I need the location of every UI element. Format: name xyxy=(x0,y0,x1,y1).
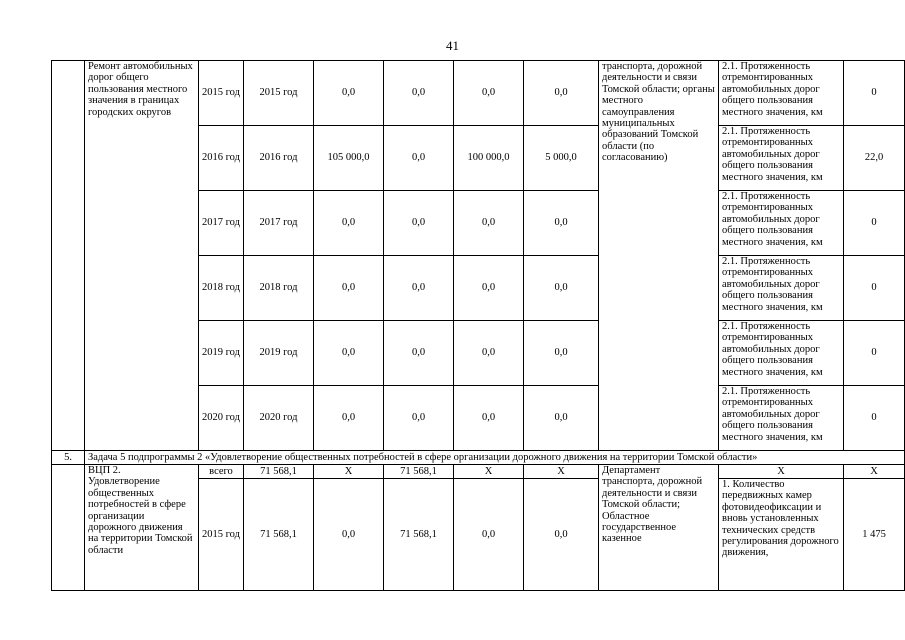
indicator-cell: 2.1. Протяженность отремонтированных автомобильных дорог общего пользования местного значения, км xyxy=(719,191,844,256)
period-cell: 2018 год xyxy=(244,256,314,321)
block2-reg: 71 568,1 xyxy=(384,479,454,591)
regional-cell: 100 000,0 xyxy=(454,126,524,191)
block2-total-row xyxy=(52,465,905,479)
block2-total-extra: Х xyxy=(524,465,599,479)
federal-cell: 0,0 xyxy=(384,126,454,191)
block1-executor: транспорта, дорожной деятельности и связи Томской области; органы местного самоуправления муниципальных образований Томской области (по согласованию) xyxy=(599,61,719,451)
year-cell: 2017 год xyxy=(199,191,244,256)
year-cell: 2015 год xyxy=(199,61,244,126)
block2-fed: 0,0 xyxy=(314,479,384,591)
block2-total-loc: Х xyxy=(454,465,524,479)
local-cell: 5 000,0 xyxy=(524,126,599,191)
block2-sum: 71 568,1 xyxy=(244,479,314,591)
block2-value: 1 475 xyxy=(844,479,905,591)
block1-row xyxy=(52,61,905,126)
value-cell: 0 xyxy=(844,321,905,386)
page-number: 41 xyxy=(446,38,459,53)
block2-name: ВЦП 2. Удовлетворение общественных потребностей в сфере организации дорожного движения на территории Томской области xyxy=(85,465,199,591)
block1-number-cell xyxy=(52,61,85,451)
task5-text: Задача 5 подпрограммы 2 «Удовлетворение общественных потребностей в сфере организации дорожного движения на территории Томской области» xyxy=(85,451,905,465)
total-cell: 0,0 xyxy=(314,386,384,451)
indicator-cell: 2.1. Протяженность отремонтированных автомобильных дорог общего пользования местного значения, км xyxy=(719,126,844,191)
value-cell: 0 xyxy=(844,386,905,451)
total-cell: 105 000,0 xyxy=(314,126,384,191)
local-cell: 0,0 xyxy=(524,386,599,451)
year-cell: 2020 год xyxy=(199,386,244,451)
local-cell: 0,0 xyxy=(524,321,599,386)
federal-cell: 0,0 xyxy=(384,321,454,386)
block2-total-reg: 71 568,1 xyxy=(384,465,454,479)
block2-executor: Департамент транспорта, дорожной деятельности и связи Томской области; Областное государственное казенное xyxy=(599,465,719,591)
total-cell: 0,0 xyxy=(314,61,384,126)
block2-extra: 0,0 xyxy=(524,479,599,591)
block2-total-indicator: Х xyxy=(719,465,844,479)
indicator-cell: 2.1. Протяженность отремонтированных автомобильных дорог общего пользования местного значения, км xyxy=(719,61,844,126)
value-cell: 0 xyxy=(844,61,905,126)
block2-total-fed: Х xyxy=(314,465,384,479)
federal-cell: 0,0 xyxy=(384,386,454,451)
value-cell: 0 xyxy=(844,256,905,321)
federal-cell: 0,0 xyxy=(384,61,454,126)
local-cell: 0,0 xyxy=(524,256,599,321)
block2-year: 2015 год xyxy=(199,479,244,591)
regional-cell: 0,0 xyxy=(454,191,524,256)
block2-total-value: Х xyxy=(844,465,905,479)
indicator-cell: 2.1. Протяженность отремонтированных автомобильных дорог общего пользования местного значения, км xyxy=(719,386,844,451)
indicator-cell: 2.1. Протяженность отремонтированных автомобильных дорог общего пользования местного значения, км xyxy=(719,321,844,386)
local-cell: 0,0 xyxy=(524,61,599,126)
period-cell: 2017 год xyxy=(244,191,314,256)
regional-cell: 0,0 xyxy=(454,61,524,126)
federal-cell: 0,0 xyxy=(384,256,454,321)
period-cell: 2015 год xyxy=(244,61,314,126)
total-cell: 0,0 xyxy=(314,321,384,386)
block2-indicator: 1. Количество передвижных камер фотовидеофиксации и вновь установленных технических средств регулирования дорожного движения, xyxy=(719,479,844,591)
block2-total-sum: 71 568,1 xyxy=(244,465,314,479)
total-cell: 0,0 xyxy=(314,191,384,256)
value-cell: 22,0 xyxy=(844,126,905,191)
period-cell: 2016 год xyxy=(244,126,314,191)
total-cell: 0,0 xyxy=(314,256,384,321)
indicator-cell: 2.1. Протяженность отремонтированных автомобильных дорог общего пользования местного значения, км xyxy=(719,256,844,321)
period-cell: 2020 год xyxy=(244,386,314,451)
year-cell: 2016 год xyxy=(199,126,244,191)
regional-cell: 0,0 xyxy=(454,321,524,386)
value-cell: 0 xyxy=(844,191,905,256)
federal-cell: 0,0 xyxy=(384,191,454,256)
regional-cell: 0,0 xyxy=(454,386,524,451)
block1-body xyxy=(52,61,905,451)
program-table xyxy=(51,60,905,591)
task5-row xyxy=(52,451,905,465)
regional-cell: 0,0 xyxy=(454,256,524,321)
task5-number: 5. xyxy=(52,451,85,465)
local-cell: 0,0 xyxy=(524,191,599,256)
year-cell: 2018 год xyxy=(199,256,244,321)
year-cell: 2019 год xyxy=(199,321,244,386)
block2-number-cell xyxy=(52,465,85,591)
block1-name: Ремонт автомобильных дорог общего пользования местного значения в границах городских округов xyxy=(85,61,199,451)
block2-total-label: всего xyxy=(199,465,244,479)
block2-loc: 0,0 xyxy=(454,479,524,591)
period-cell: 2019 год xyxy=(244,321,314,386)
